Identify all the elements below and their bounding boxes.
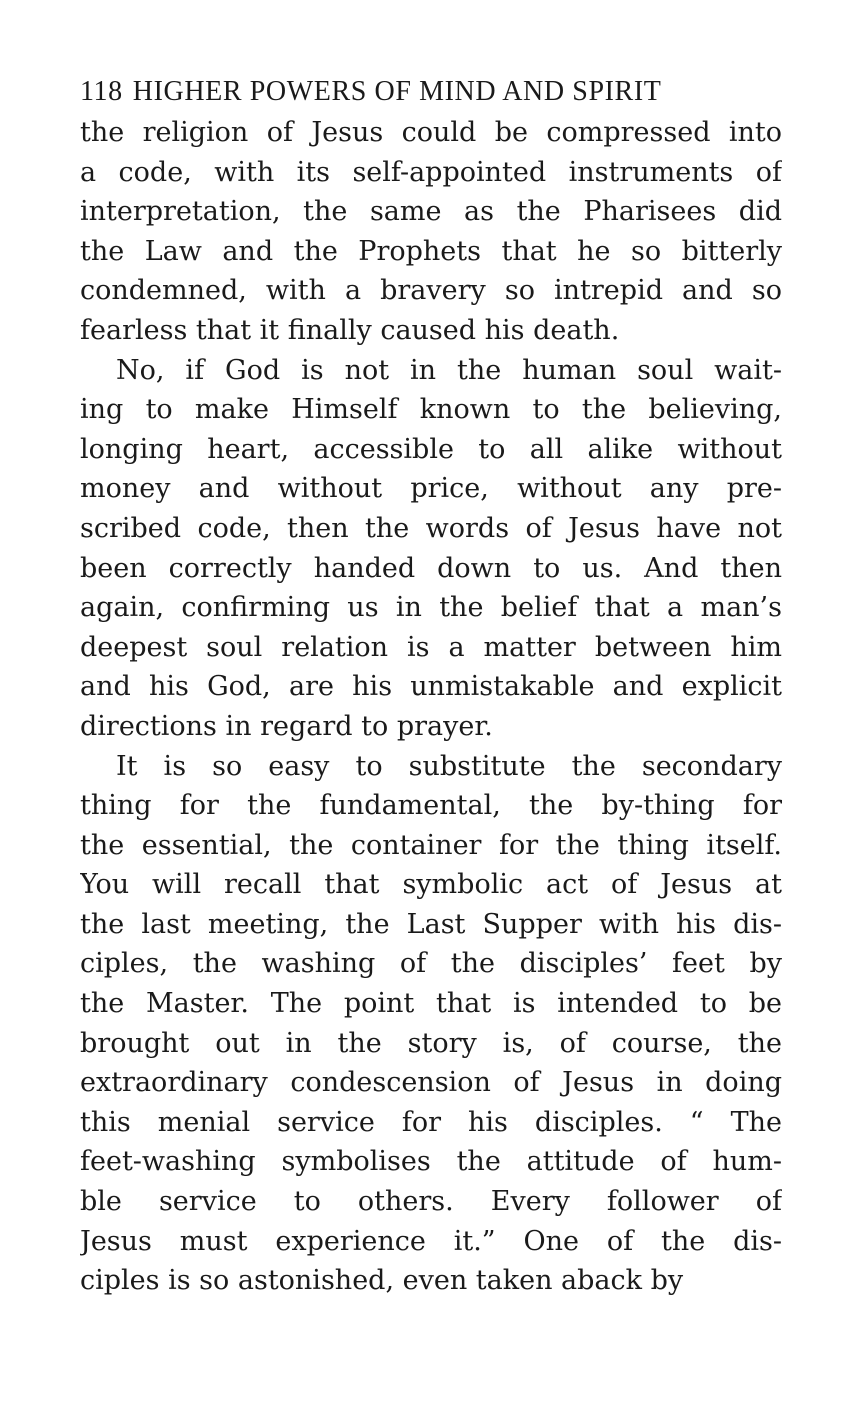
text-line: extraordinary condescension of Jesus in doing (80, 1067, 782, 1099)
text-line: and his God, are his unmistakable and explicit (80, 671, 782, 703)
text-line: No, if God is not in the human soul wait- (116, 354, 782, 386)
text-line: directions in regard to prayer. (80, 710, 493, 742)
page-number: 118 (80, 76, 123, 107)
text-line: feet-washing symbolises the attitude of hum- (80, 1146, 782, 1178)
text-line: money and without price, without any pre- (80, 473, 782, 505)
text-line: the essential, the container for the thing itself. (80, 829, 782, 861)
running-head (80, 72, 782, 112)
text-line: the Master. The point that is intended to be (80, 988, 782, 1020)
text-line: ciples is so astonished, even taken aback by (80, 1265, 684, 1297)
text-line: thing for the fundamental, the by-thing for (80, 790, 782, 822)
text-line: ble service to others. Every follower of (80, 1186, 782, 1218)
text-line: It is so easy to substitute the secondary (116, 750, 782, 782)
text-line: brought out in the story is, of course, the (80, 1027, 782, 1059)
text-line: the last meeting, the Last Supper with his dis- (80, 908, 782, 940)
paragraph (80, 113, 782, 351)
text-line: scribed code, then the words of Jesus have not (80, 512, 782, 544)
text-line: ing to make Himself known to the believing, (80, 394, 782, 426)
text-line: You will recall that symbolic act of Jesus at (80, 869, 782, 901)
text-line: longing heart, accessible to all alike without (80, 433, 782, 465)
text-line: a code, with its self-appointed instruments of (80, 156, 782, 188)
text-line: interpretation, the same as the Pharisees did (80, 196, 782, 228)
paragraph (80, 351, 782, 747)
text-line: the Law and the Prophets that he so bitterly (80, 235, 782, 267)
text-line: been correctly handed down to us. And then (80, 552, 782, 584)
paragraph (80, 747, 782, 1301)
text-line: the religion of Jesus could be compressed into (80, 117, 782, 148)
book-page (80, 72, 782, 1301)
text-line: deepest soul relation is a matter between him (80, 631, 782, 663)
text-line: fearless that it finally caused his death. (80, 314, 620, 346)
text-line: this menial service for his disciples. “ The (80, 1106, 782, 1138)
text-line: ciples, the washing of the disciples’ feet by (80, 948, 782, 980)
body-text (80, 113, 782, 1301)
text-line: Jesus must experience it.” One of the dis- (80, 1225, 782, 1257)
running-title: HIGHER POWERS OF MIND AND SPIRIT (132, 76, 662, 107)
text-line: again, confirming us in the belief that a man’s (80, 592, 782, 624)
text-line: condemned, with a bravery so intrepid and so (80, 275, 782, 307)
